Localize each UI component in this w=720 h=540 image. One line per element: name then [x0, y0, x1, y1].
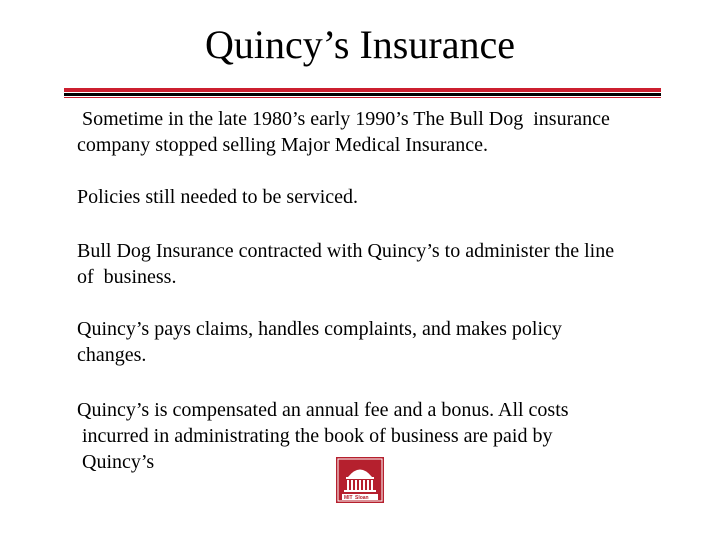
paragraph-2-line-1: Policies still needed to be serviced.	[77, 186, 359, 208]
paragraph-3	[77, 238, 697, 290]
logo-text-sloan: Sloan	[355, 495, 369, 501]
paragraph-5-line-2: incurred in administrating the book of business are paid by	[77, 425, 553, 447]
title-rule-red-top	[64, 88, 661, 92]
title-rule-red-bottom	[64, 97, 661, 98]
paragraph-1-line-2: company stopped selling Major Medical Insurance.	[77, 134, 488, 156]
paragraph-3-line-2: of business.	[77, 266, 177, 288]
paragraph-4-line-1: Quincy’s pays claims, handles complaints, and makes policy	[77, 318, 562, 340]
title-rule-black	[64, 93, 661, 96]
logo-text-mit: MIT	[344, 495, 353, 501]
paragraph-5-line-1: Quincy’s is compensated an annual fee and a bonus. All costs	[77, 399, 569, 421]
paragraph-5-line-3: Quincy’s	[77, 451, 155, 473]
paragraph-2	[77, 184, 697, 210]
paragraph-1	[77, 106, 697, 158]
paragraph-5	[77, 397, 697, 475]
mit-sloan-logo-icon	[336, 457, 384, 503]
paragraph-4	[77, 316, 697, 368]
paragraph-4-line-2: changes.	[77, 344, 147, 366]
paragraph-3-line-1: Bull Dog Insurance contracted with Quincy’s to administer the line	[77, 240, 615, 262]
slide-title: Quincy’s Insurance	[205, 22, 515, 67]
paragraph-1-line-1: Sometime in the late 1980’s early 1990’s The Bull Dog insurance	[77, 108, 610, 130]
